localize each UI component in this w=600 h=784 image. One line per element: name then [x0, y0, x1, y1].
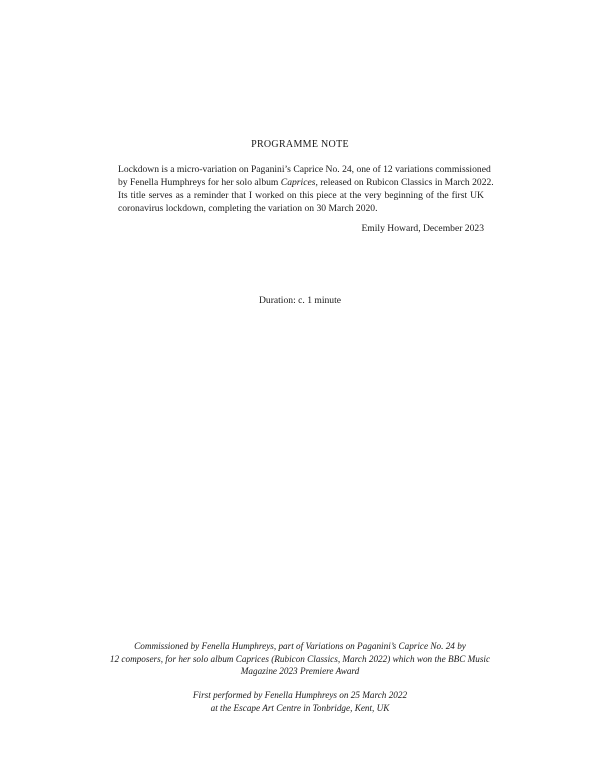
commission-line: 12 composers, for her solo album Caprices (Rubicon Classics, March 2022) which won the BBC Music — [109, 653, 491, 664]
duration-text: Duration: c. 1 minute — [258, 295, 342, 306]
premiere-line: at the Escape Art Centre in Tonbridge, Kent, UK — [210, 702, 390, 713]
note-line-3: Its title serves as a reminder that I worked on this piece at the very beginning of the first UK — [118, 189, 484, 201]
programme-note-paragraph — [118, 164, 494, 216]
note-line-1: Lockdown is a micro-variation on Paganini’s Caprice No. 24, one of 12 variations commissioned — [118, 164, 491, 175]
author-signature: Emily Howard, December 2023 — [361, 223, 484, 234]
note-line-2-start: by Fenella Humphreys for her solo album — [118, 176, 281, 188]
note-line-2-end: , released on Rubicon Classics in March 2022. — [315, 176, 494, 188]
album-title: Caprices — [280, 176, 316, 188]
page-title: PROGRAMME NOTE — [251, 139, 349, 150]
note-line-4: coronavirus lockdown, completing the variation on 30 March 2020. — [118, 202, 378, 214]
note-line-2 — [118, 176, 494, 190]
commission-line: Magazine 2023 Premiere Award — [240, 666, 360, 677]
commission-credit — [0, 640, 600, 678]
premiere-line: First performed by Fenella Humphreys on 25 March 2022 — [192, 690, 408, 700]
premiere-credit — [0, 689, 600, 714]
commission-line: Commissioned by Fenella Humphreys, part of Variations on Paganini’s Caprice No. 24 by — [134, 641, 466, 651]
